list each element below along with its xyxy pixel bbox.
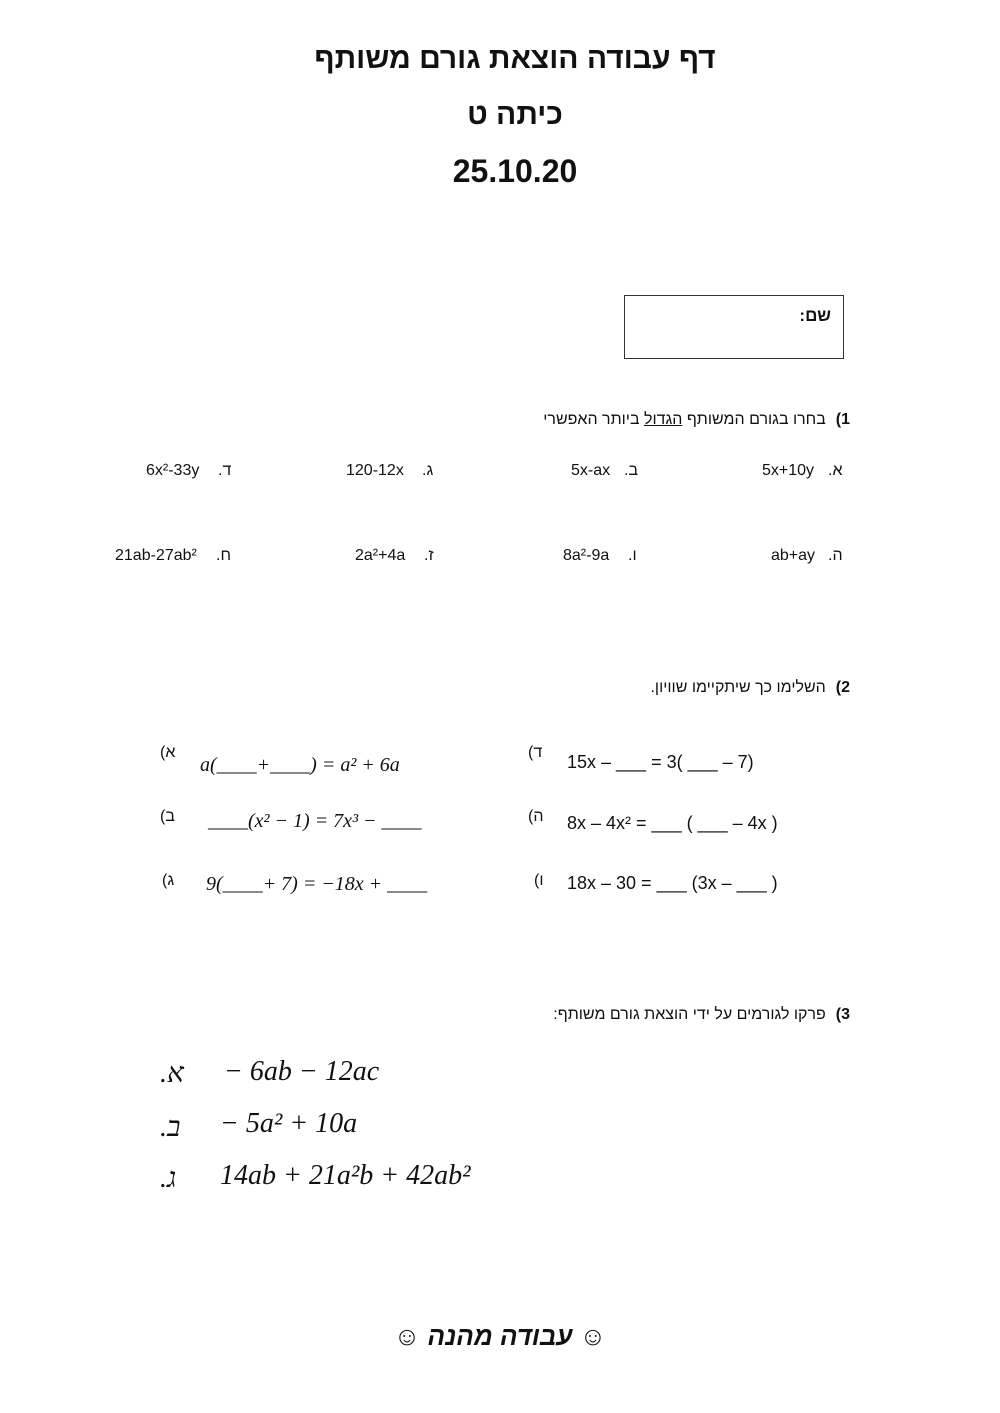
q1-item-expr: ab+ay bbox=[771, 547, 816, 564]
date: 25.10.20 bbox=[452, 153, 578, 189]
q2-item-expr: 18x – 30 = ___ (3x – ___ ) bbox=[567, 873, 778, 893]
q2-instructions: 2)השלימו כך שיתקיימו שוויון. bbox=[650, 679, 850, 696]
name-label: שם: bbox=[799, 306, 831, 325]
q2-item-label: ה) bbox=[528, 808, 544, 825]
name-field[interactable] bbox=[624, 295, 844, 359]
q3-item-expr: 14ab + 21a²b + 42ab² bbox=[220, 1160, 471, 1191]
q1-item-label: ח. bbox=[216, 547, 231, 564]
q1-item-label: ז. bbox=[424, 547, 434, 564]
class-label: כיתה ט bbox=[467, 98, 563, 131]
q1-item-label: ב. bbox=[624, 462, 639, 479]
q2-item-label: ו) bbox=[534, 872, 544, 889]
q1-item-expr: 5x+10y bbox=[762, 462, 815, 479]
q3-item-label: א. bbox=[160, 1058, 184, 1089]
q2-item-label: ד) bbox=[528, 744, 543, 761]
footer-message: ☺ עבודה מהנה ☺ bbox=[393, 1321, 607, 1351]
q2-item-expr: ____(x² − 1) = 7x³ − ____ bbox=[208, 810, 422, 832]
q1-item-label: א. bbox=[828, 462, 843, 479]
q3-instructions: 3)פרקו לגורמים על ידי הוצאת גורם משותף: bbox=[553, 1006, 850, 1023]
q3-item-expr: − 6ab − 12ac bbox=[224, 1056, 380, 1087]
q3-item-label: ב. bbox=[160, 1112, 181, 1143]
q1-item-label: ג. bbox=[422, 462, 434, 479]
q1-underlined: הגדול bbox=[643, 411, 683, 428]
q1-item-label: ד. bbox=[218, 462, 232, 479]
q1-item-expr: 8a²-9a bbox=[563, 547, 610, 564]
q1-item-label: ו. bbox=[628, 547, 637, 564]
q1-item-expr: 2a²+4a bbox=[355, 547, 406, 564]
q3-item-expr: − 5a² + 10a bbox=[220, 1108, 358, 1139]
q1-item-expr: 120-12x bbox=[346, 462, 404, 479]
q2-item-expr: 9(____+ 7) = −18x + ____ bbox=[206, 873, 428, 895]
q3-number: 3) bbox=[835, 1006, 850, 1023]
q2-item-expr: 15x – ___ = 3( ___ – 7) bbox=[567, 752, 754, 772]
q1-item-label: ה. bbox=[828, 547, 843, 564]
q1-item-expr: 21ab-27ab² bbox=[115, 547, 197, 564]
page-title: דף עבודה הוצאת גורם משותף bbox=[314, 42, 716, 75]
q1-item-expr: 5x-ax bbox=[571, 462, 611, 479]
q1-instructions: 1)בחרו בגורם המשותף הגדול ביותר האפשרי bbox=[543, 411, 850, 428]
q2-item-label: ג) bbox=[162, 872, 175, 889]
q1-item-expr: 6x²-33y bbox=[146, 462, 200, 479]
q2-item-label: ב) bbox=[160, 808, 175, 825]
q2-item-label: א) bbox=[160, 744, 176, 761]
q2-item-expr: a(____+____) = a² + 6a bbox=[200, 754, 400, 776]
q3-item-label: ג. bbox=[160, 1163, 177, 1194]
q2-item-expr: 8x – 4x² = ___ ( ___ – 4x ) bbox=[567, 813, 778, 833]
q1-number: 1) bbox=[835, 411, 850, 428]
q2-number: 2) bbox=[835, 679, 850, 696]
